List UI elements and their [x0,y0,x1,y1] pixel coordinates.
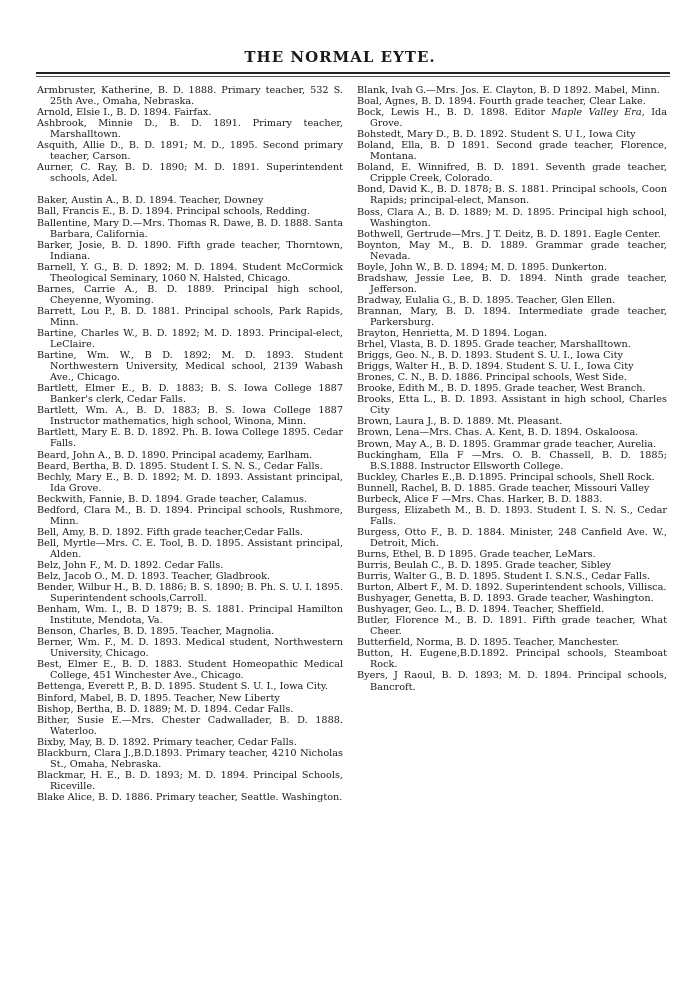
alumni-entry: Berner, Wm. F., M. D. 1893. Medical student, Northwestern University, Chicago. [37,637,343,660]
alumni-entry [357,107,667,129]
alumni-entry: Brooke, Edith M., B. D. 1895. Grade teacher, West Branch. [357,383,646,395]
alumni-entry: Bishop, Bertha, B. D. 1889; M. D. 1894. Cedar Falls. [37,703,294,715]
entry-text: , Ida Grove. [370,107,668,130]
alumni-entry: Boland, Ella, B. D 1891. Second grade teacher, Florence, Montana. [357,140,667,163]
alumni-entry: Benson, Charles, B. D. 1895. Teacher, Magnolia. [37,626,275,638]
alumni-entry: Bartlett, Wm. A., B. D. 1883; B. S. Iowa College 1887 Instructor mathematics, high school, Winona, Minn. [37,405,343,428]
alumni-entry: Ball, Francis E., B. D. 1894. Principal schools, Redding. [37,206,310,218]
alumni-entry: Burton, Albert F., M. D. 1892. Superintendent schools, Villisca. [357,582,667,594]
alumni-entry: Bradway, Eulalia G., B. D. 1895. Teacher, Glen Ellen. [357,294,616,306]
header-rule-thin [36,76,670,77]
alumni-entry: Blackmar, H. E., B. D. 1893; M. D. 1894. Principal Schools, Riceville. [37,769,343,792]
alumni-entry: Barrett, Lou P., B. D. 1881. Principal schools, Park Rapids, Minn. [37,305,343,328]
alumni-entry: Bartlett, Mary E. B. D. 1892. Ph. B. Iowa College 1895. Cedar Falls. [37,427,343,450]
alumni-entry: Burgess, Elizabeth M., B. D. 1893. Student I. S. N. S., Cedar Falls. [357,504,667,527]
publication-title: Maple Valley Era [551,107,642,119]
alumni-entry: Brayton, Henrietta, M. D 1894. Logan. [357,328,548,340]
alumni-entry: Ashbrook, Minnie D., B. D. 1891. Primary teacher, Marshalltown. [37,118,343,141]
alumni-entry: Bradshaw, Jessie Lee, B. D. 1894. Ninth grade teacher, Jefferson. [357,272,667,295]
alumni-entry: Bartine, Wm. W., B D. 1892; M. D. 1893. Student Northwestern University, Medical school, 2139 Wabash Ave., Chicago. [37,350,343,384]
alumni-entry: Brown, May A., B. D. 1895. Grammar grade teacher, Aurelia. [357,438,657,450]
alumni-entry: Byers, J Raoul, B. D. 1893; M. D. 1894. Principal schools, Bancroft. [357,670,667,693]
alumni-entry: Barnes, Carrie A., B. D. 1889. Principal high school, Cheyenne, Wyoming. [37,283,343,306]
header-rule-thick [36,72,670,74]
alumni-entry: Beard, John A., B. D. 1890. Principal academy, Earlham. [37,449,313,461]
alumni-letter-group [37,85,343,184]
alumni-entry: Bartine, Charles W., B. D. 1892; M. D. 1893. Principal-elect, LeClaire. [37,327,343,351]
alumni-entry: Ballentine, Mary D.—Mrs. Thomas R. Dawe, B. D. 1888. Santa Barbara, California. [37,217,343,240]
alumni-entry: Bender, Wilbur H., B. D. 1886; B. S. 1890; B. Ph. S. U. I. 1895. Superintendent schools,Carroll. [37,582,343,605]
alumni-entry: Beard, Bertha, B. D. 1895. Student I. S. N. S., Cedar Falls. [37,460,323,472]
alumni-entry: Butterfield, Norma, B. D. 1895. Teacher, Manchester. [357,637,619,649]
alumni-entry: Butler, Florence M., B. D. 1891. Fifth grade teacher, What Cheer. [357,615,667,638]
alumni-entry: Bither, Susie E.—Mrs. Chester Cadwallader, B. D. 1888. Waterloo. [37,714,343,737]
alumni-entry: Bond, David K., B. D. 1878; B. S. 1881. Principal schools, Coon Rapids; principal-elect, Manson. [357,184,667,207]
alumni-entry: Asquith, Allie D., B. D. 1891; M. D., 1895. Second primary teacher, Carson. [37,140,343,163]
alumni-entry: Belz, John F., M. D. 1892. Cedar Falls. [37,559,224,571]
alumni-entry: Bechly, Mary E., B. D. 1892; M. D. 1893. Assistant principal, Ida Grove. [37,471,343,494]
alumni-entry: Brown, Laura J., B. D. 1889. Mt. Pleasant. [357,416,563,428]
alumni-entry: Burbeck, Alice F —Mrs. Chas. Harker, B. D. 1883. [357,493,603,505]
alumni-entry: Bothwell, Gertrude—Mrs. J T. Deitz, B. D. 1891. Eagle Center. [357,228,661,240]
alumni-entry: Benham, Wm. I., B. D 1879; B. S. 1881. Principal Hamilton Institute, Mendota, Va. [37,604,343,627]
alumni-entry: Baker, Austin A., B. D. 1894. Teacher, Downey [37,195,264,207]
left-column [37,85,343,803]
alumni-entry: Buckingham, Ella F —Mrs. O. B. Chassell, B. D. 1885; B.S.1888. Instructor Ellsworth College. [357,449,667,472]
alumni-entry: Bushyager, Geo. L., B. D. 1894. Teacher, Sheffield. [357,604,605,616]
alumni-entry: Brown, Lena—Mrs. Chas. A. Kent, B. D. 1894. Oskaloosa. [357,427,639,439]
alumni-entry: Bell, Myrtle—Mrs. C. E. Tool, B. D. 1895. Assistant principal, Alden. [37,537,343,560]
alumni-entry: Brooks, Etta L., B. D. 1893. Assistant in high school, Charles City [357,394,667,417]
alumni-entry: Armbruster, Katherine, B. D. 1888. Primary teacher, 532 S. 25th Ave., Omaha, Nebraska. [37,85,343,108]
alumni-entry: Best, Elmer E., B. D. 1883. Student Homeopathic Medical College, 451 Winchester Ave., Chicago. [37,659,343,682]
alumni-entry: Burris, Beulah C., B. D. 1895. Grade teacher, Sibley [357,560,612,572]
entry-text: Bock, Lewis H., B. D. 1898. Editor [357,107,552,119]
alumni-entry: Button, H. Eugene,B.D.1892. Principal schools, Steamboat Rock. [357,648,667,671]
alumni-entry: Boss, Clara A., B. D. 1889; M. D. 1895. Principal high school, Washington. [357,206,667,229]
alumni-entry: Boynton, May M., B. D. 1889. Grammar grade teacher, Nevada. [357,239,667,262]
alumni-entry: Blank, Ivah G.—Mrs. Jos. E. Clayton, B. D 1892. Mabel, Minn. [357,85,660,96]
alumni-entry: Aurner, C. Ray, B. D. 1890; M. D. 1891. Superintendent schools, Adel. [37,162,343,185]
alumni-entry: Burris, Walter G., B. D. 1895. Student I. S.N.S., Cedar Falls. [357,571,651,583]
alumni-entry: Bushyager, Genetta, B. D. 1893. Grade teacher, Washington. [357,593,654,605]
alumni-entry: Bettenga, Everett P., B. D. 1895. Student S. U. I., Iowa City. [37,681,329,693]
alumni-entry: Brhel, Vlasta, B. D. 1895. Grade teacher, Marshalltown. [357,339,631,351]
alumni-entry: Belz, Jacob O., M. D. 1893. Teacher, Gladbrook. [37,571,271,583]
alumni-entry: Briggs, Geo. N., B. D. 1893. Student S. U. I., Iowa City [357,350,623,362]
alumni-letter-group [357,85,667,693]
alumni-entry: Blake Alice, B. D. 1886. Primary teacher, Seattle. Washington. [37,791,343,803]
alumni-entry: Buckley, Charles E.,B. D.1895. Principal schools, Shell Rock. [357,471,655,483]
alumni-entry: Bedford, Clara M., B. D. 1894. Principal schools, Rushmore, Minn. [37,504,343,527]
alumni-entry: Barker, Josie, B. D. 1890. Fifth grade teacher, Thorntown, Indiana. [37,239,343,262]
right-column [357,85,667,693]
alumni-entry: Burgess, Otto F., B. D. 1884. Minister, 248 Canfield Ave. W., Detroit, Mich. [357,526,667,549]
alumni-entry: Bixby, May, B. D. 1892. Primary teacher, Cedar Falls. [37,736,297,748]
alumni-entry: Bunnell, Rachel, B. D. 1885. Grade teacher, Missouri Valley [357,482,650,494]
alumni-entry: Bell, Amy, B. D. 1892. Fifth grade teacher,Cedar Falls. [37,526,304,538]
alumni-entry: Burns, Ethel, B. D 1895. Grade teacher, LeMars. [357,548,596,560]
alumni-entry: Beckwith, Fannie, B. D. 1894. Grade teacher, Calamus. [37,493,308,505]
alumni-entry: Brannan, Mary, B. D. 1894. Intermediate grade teacher, Parkersburg. [357,305,667,328]
alumni-entry: Bohstedt, Mary D., B. D. 1892. Student S. U I., Iowa City [357,129,636,141]
alumni-entry: Binford, Mabel, B. D. 1895. Teacher, New Liberty [37,692,280,704]
alumni-entry: Arnold, Elsie I., B. D. 1894. Fairfax. [37,107,212,119]
alumni-entry: Briggs, Walter H., B. D. 1894. Student S. U. I., Iowa City [357,361,634,373]
alumni-entry: Blackburn, Clara J.,B.D.1893. Primary teacher, 4210 Nicholas St., Omaha, Nebraska. [37,747,343,770]
alumni-entry: Bartlett, Elmer E., B. D. 1883; B. S. Iowa College 1887 Banker's clerk, Cedar Falls. [37,383,343,406]
alumni-entry: Barnell, Y. G., B. D. 1892; M. D. 1894. Student McCormick Theological Seminary, 1060 N. Halsted, Chicago. [37,261,343,284]
alumni-entry: Brones, C. N., B. D. 1886. Principal schools, West Side. [357,372,627,384]
alumni-entry: Boal, Agnes, B. D. 1894. Fourth grade teacher, Clear Lake. [357,96,646,108]
alumni-entry: Boland, E. Winnifred, B. D. 1891. Seventh grade teacher, Cripple Creek, Colorado. [357,162,667,185]
page-title: THE NORMAL EYTE. [244,48,436,66]
alumni-entry: Boyle, John W., B. D. 1894; M. D. 1895. Dunkerton. [357,261,608,273]
alumni-letter-group [37,195,343,803]
